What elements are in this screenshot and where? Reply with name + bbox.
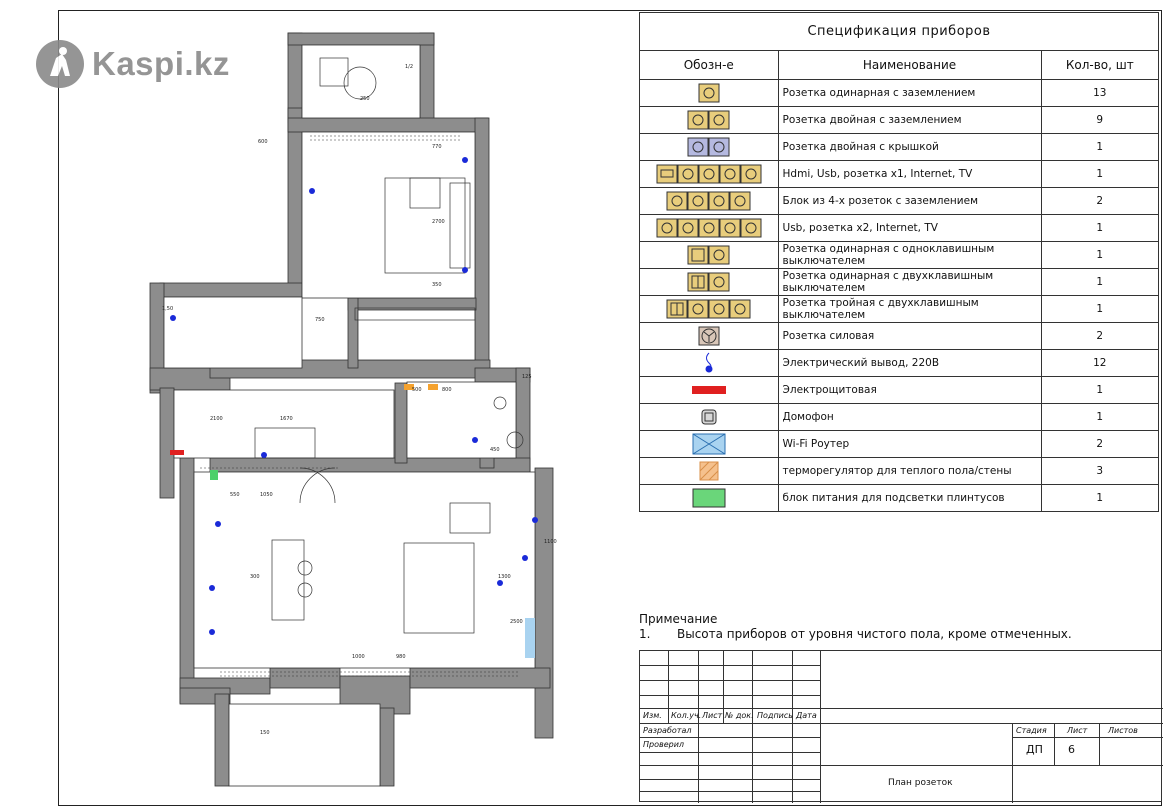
row-qty: 1	[1041, 215, 1158, 242]
row-name: Электрический вывод, 220В	[778, 350, 1041, 377]
table-row	[640, 80, 1159, 107]
electric-outlet-icon	[640, 350, 779, 377]
stamp-sheet: 6	[1068, 743, 1075, 756]
row-name: Блок из 4-х розеток с заземлением	[778, 188, 1041, 215]
row-qty: 1	[1041, 485, 1158, 512]
row-name: терморегулятор для теплого пола/стены	[778, 458, 1041, 485]
dim-label: 1,50	[162, 306, 174, 312]
dim-label: 1300	[498, 574, 511, 580]
dim-label: 1670	[280, 416, 293, 422]
row-qty: 9	[1041, 107, 1158, 134]
row-name: Розетка силовая	[778, 323, 1041, 350]
row-name: Розетка одинарная с одноклавишным выключателем	[778, 242, 1041, 269]
usb-block-icon	[640, 215, 779, 242]
stamp-col-doc: № док.	[725, 711, 754, 720]
stamp-checked: Проверил	[643, 740, 685, 749]
dim-label: 125	[522, 374, 532, 380]
row-name: блок питания для подсветки плинтусов	[778, 485, 1041, 512]
dim-label: 500	[412, 387, 422, 393]
power-socket-icon	[640, 323, 779, 350]
row-qty: 1	[1041, 269, 1158, 296]
table-row	[640, 134, 1159, 161]
stamp-col-sheet: Лист	[702, 711, 723, 720]
double-socket-icon	[640, 107, 779, 134]
table-row	[640, 215, 1159, 242]
row-name: Электрощитовая	[778, 377, 1041, 404]
dim-label: 2100	[210, 416, 223, 422]
dim-label: 2500	[510, 619, 523, 625]
dim-label: 800	[442, 387, 452, 393]
dim-label: 1100	[544, 539, 557, 545]
dim-label: 1050	[260, 492, 273, 498]
power-supply-icon	[640, 485, 779, 512]
intercom-icon	[640, 404, 779, 431]
thermostat-icon	[640, 458, 779, 485]
table-row	[640, 161, 1159, 188]
row-name: Hdmi, Usb, розетка x1, Internet, TV	[778, 161, 1041, 188]
row-qty: 13	[1041, 80, 1158, 107]
row-qty: 1	[1041, 296, 1158, 323]
stamp-stage: ДП	[1026, 743, 1043, 756]
table-row	[640, 431, 1159, 458]
row-qty: 1	[1041, 377, 1158, 404]
row-name: Wi-Fi Роутер	[778, 431, 1041, 458]
kaspi-logo-icon	[36, 40, 84, 88]
row-qty: 1	[1041, 404, 1158, 431]
table-row	[640, 404, 1159, 431]
watermark-text: Kaspi.kz	[92, 45, 230, 82]
stamp-col-date: Дата	[796, 711, 817, 720]
stamp-stage-label: Стадия	[1016, 726, 1047, 735]
single-socket-icon	[640, 80, 779, 107]
floor-plan	[120, 28, 560, 788]
note	[639, 612, 1072, 642]
stamp-col-signature: Подпись	[757, 711, 793, 720]
note-number: 1.	[639, 627, 651, 641]
dim-label: 750	[315, 317, 325, 323]
dim-label: 1000	[352, 654, 365, 660]
row-qty: 2	[1041, 431, 1158, 458]
socket-switch-2-icon	[640, 269, 779, 296]
col-header-qty: Кол-во, шт	[1041, 51, 1158, 80]
drawing-title: План розеток	[888, 778, 953, 788]
dim-label: 350	[432, 282, 442, 288]
table-row	[640, 350, 1159, 377]
dim-label: 1/2	[405, 64, 414, 70]
row-name: Розетка тройная с двухклавишным выключателем	[778, 296, 1041, 323]
col-header-name: Наименование	[778, 51, 1041, 80]
dim-label: 150	[260, 730, 270, 736]
stamp-col-count: Кол.уч.	[671, 711, 702, 720]
row-qty: 1	[1041, 161, 1158, 188]
table-row	[640, 458, 1159, 485]
table-row	[640, 242, 1159, 269]
media-block-icon	[640, 161, 779, 188]
row-qty: 12	[1041, 350, 1158, 377]
table-row	[640, 377, 1159, 404]
socket-switch-1-icon	[640, 242, 779, 269]
row-qty: 1	[1041, 134, 1158, 161]
row-qty: 2	[1041, 188, 1158, 215]
title-block	[639, 650, 1162, 802]
dim-label: 550	[230, 492, 240, 498]
stamp-col-change: Изм.	[643, 711, 662, 720]
dim-label: 770	[432, 144, 442, 150]
table-row	[640, 296, 1159, 323]
stamp-sheet-label: Лист	[1067, 726, 1088, 735]
spec-table	[639, 12, 1159, 512]
table-row	[640, 269, 1159, 296]
dim-label: 250	[360, 96, 370, 102]
row-name: Usb, розетка x2, Internet, TV	[778, 215, 1041, 242]
stamp-sheets-label: Листов	[1108, 726, 1138, 735]
row-qty: 1	[1041, 242, 1158, 269]
table-row	[640, 107, 1159, 134]
stamp-developed: Разработал	[643, 726, 692, 735]
table-row	[640, 485, 1159, 512]
row-name: Розетка двойная с крышкой	[778, 134, 1041, 161]
row-name: Домофон	[778, 404, 1041, 431]
dim-label: 2700	[432, 219, 445, 225]
note-text: Высота приборов от уровня чистого пола, кроме отмеченных.	[677, 627, 1072, 641]
row-name: Розетка одинарная с двухклавишным выключателем	[778, 269, 1041, 296]
dim-label: 450	[490, 447, 500, 453]
electric-panel-icon	[640, 377, 779, 404]
dim-label: 980	[396, 654, 406, 660]
dim-label: 600	[258, 139, 268, 145]
double-socket-cover-icon	[640, 134, 779, 161]
table-row	[640, 188, 1159, 215]
row-qty: 3	[1041, 458, 1158, 485]
note-title: Примечание	[639, 612, 718, 626]
quad-socket-icon	[640, 188, 779, 215]
spec-title: Спецификация приборов	[640, 13, 1159, 51]
row-name: Розетка двойная с заземлением	[778, 107, 1041, 134]
col-header-symbol: Обозн-е	[640, 51, 779, 80]
wifi-router-icon	[640, 431, 779, 458]
row-name: Розетка одинарная с заземлением	[778, 80, 1041, 107]
dim-label: 300	[250, 574, 260, 580]
table-row	[640, 323, 1159, 350]
row-qty: 2	[1041, 323, 1158, 350]
triple-socket-switch-icon	[640, 296, 779, 323]
